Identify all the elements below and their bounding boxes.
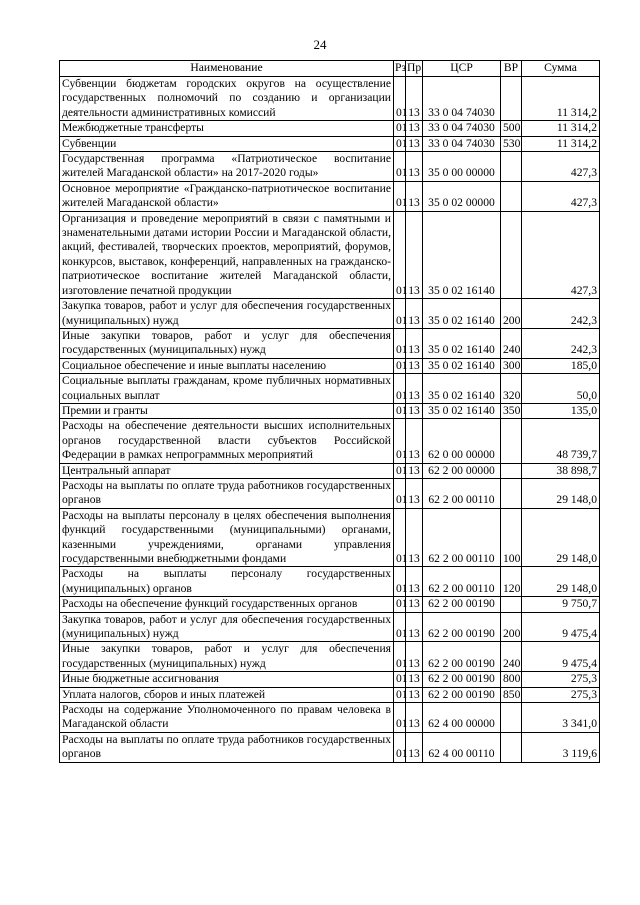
cell-name: Центральный аппарат bbox=[60, 463, 394, 478]
cell-rz: 01 bbox=[394, 358, 406, 373]
table-row bbox=[60, 152, 600, 182]
cell-vr bbox=[501, 732, 522, 762]
cell-sum: 9 750,7 bbox=[522, 597, 600, 612]
cell-pr: 13 bbox=[406, 152, 423, 182]
cell-csr: 62 0 00 00000 bbox=[423, 419, 501, 463]
table-row bbox=[60, 567, 600, 597]
cell-pr: 13 bbox=[406, 374, 423, 404]
cell-vr: 500 bbox=[501, 121, 522, 136]
table-row bbox=[60, 211, 600, 298]
table-row bbox=[60, 328, 600, 358]
cell-rz: 01 bbox=[394, 672, 406, 687]
cell-sum: 50,0 bbox=[522, 374, 600, 404]
cell-pr: 13 bbox=[406, 181, 423, 211]
cell-rz: 01 bbox=[394, 508, 406, 567]
table-row bbox=[60, 358, 600, 373]
cell-csr: 62 4 00 00000 bbox=[423, 703, 501, 733]
cell-sum: 3 119,6 bbox=[522, 732, 600, 762]
cell-vr: 200 bbox=[501, 612, 522, 642]
cell-pr: 13 bbox=[406, 672, 423, 687]
cell-vr: 800 bbox=[501, 672, 522, 687]
cell-vr: 240 bbox=[501, 328, 522, 358]
cell-pr: 13 bbox=[406, 136, 423, 151]
cell-sum: 135,0 bbox=[522, 403, 600, 418]
cell-sum: 11 314,2 bbox=[522, 136, 600, 151]
cell-rz: 01 bbox=[394, 211, 406, 298]
table-row bbox=[60, 597, 600, 612]
cell-pr: 13 bbox=[406, 403, 423, 418]
column-header-rz: Рз bbox=[394, 61, 406, 77]
table-row bbox=[60, 508, 600, 567]
cell-csr: 62 2 00 00190 bbox=[423, 672, 501, 687]
cell-rz: 01 bbox=[394, 597, 406, 612]
cell-rz: 01 bbox=[394, 567, 406, 597]
cell-csr: 35 0 02 16140 bbox=[423, 374, 501, 404]
table-row bbox=[60, 732, 600, 762]
cell-vr: 200 bbox=[501, 299, 522, 329]
cell-pr: 13 bbox=[406, 299, 423, 329]
table-row bbox=[60, 612, 600, 642]
cell-pr: 13 bbox=[406, 121, 423, 136]
cell-name: Социальное обеспечение и иные выплаты населению bbox=[60, 358, 394, 373]
cell-csr: 35 0 02 16140 bbox=[423, 211, 501, 298]
cell-vr bbox=[501, 152, 522, 182]
table-row bbox=[60, 642, 600, 672]
cell-rz: 01 bbox=[394, 77, 406, 121]
cell-vr: 850 bbox=[501, 687, 522, 702]
cell-vr: 320 bbox=[501, 374, 522, 404]
cell-vr: 300 bbox=[501, 358, 522, 373]
cell-sum: 3 341,0 bbox=[522, 703, 600, 733]
cell-csr: 62 4 00 00110 bbox=[423, 732, 501, 762]
table-row bbox=[60, 687, 600, 702]
cell-pr: 13 bbox=[406, 567, 423, 597]
cell-vr: 350 bbox=[501, 403, 522, 418]
cell-name: Расходы на выплаты по оплате труда работников государственных органов bbox=[60, 478, 394, 508]
table-row bbox=[60, 478, 600, 508]
cell-vr: 530 bbox=[501, 136, 522, 151]
page-number: 24 bbox=[313, 37, 327, 52]
cell-rz: 01 bbox=[394, 328, 406, 358]
cell-vr: 120 bbox=[501, 567, 522, 597]
cell-csr: 35 0 02 16140 bbox=[423, 403, 501, 418]
cell-rz: 01 bbox=[394, 478, 406, 508]
cell-name: Закупка товаров, работ и услуг для обеспечения государственных (муниципальных) нужд bbox=[60, 612, 394, 642]
column-header-pr: Пр bbox=[406, 61, 423, 77]
cell-csr: 35 0 02 16140 bbox=[423, 328, 501, 358]
cell-name: Социальные выплаты гражданам, кроме публичных нормативных социальных выплат bbox=[60, 374, 394, 404]
cell-rz: 01 bbox=[394, 374, 406, 404]
cell-name: Расходы на выплаты персоналу в целях обеспечения выполнения функций государственными (муниципальными) органами, казенными учреждениями, органами управления государственными внебюджетными фондами bbox=[60, 508, 394, 567]
cell-name: Межбюджетные трансферты bbox=[60, 121, 394, 136]
cell-sum: 185,0 bbox=[522, 358, 600, 373]
cell-csr: 62 2 00 00110 bbox=[423, 567, 501, 597]
cell-pr: 13 bbox=[406, 211, 423, 298]
cell-rz: 01 bbox=[394, 419, 406, 463]
cell-pr: 13 bbox=[406, 597, 423, 612]
cell-pr: 13 bbox=[406, 642, 423, 672]
cell-name: Субвенции bbox=[60, 136, 394, 151]
table-body bbox=[60, 77, 600, 763]
cell-name: Иные закупки товаров, работ и услуг для обеспечения государственных (муниципальных) нужд bbox=[60, 328, 394, 358]
cell-name: Закупка товаров, работ и услуг для обеспечения государственных (муниципальных) нужд bbox=[60, 299, 394, 329]
cell-name: Расходы на обеспечение функций государственных органов bbox=[60, 597, 394, 612]
cell-rz: 01 bbox=[394, 136, 406, 151]
cell-csr: 62 2 00 00110 bbox=[423, 478, 501, 508]
cell-pr: 13 bbox=[406, 358, 423, 373]
cell-rz: 01 bbox=[394, 732, 406, 762]
cell-vr bbox=[501, 181, 522, 211]
cell-csr: 33 0 04 74030 bbox=[423, 77, 501, 121]
cell-rz: 01 bbox=[394, 703, 406, 733]
cell-pr: 13 bbox=[406, 687, 423, 702]
cell-rz: 01 bbox=[394, 152, 406, 182]
cell-sum: 11 314,2 bbox=[522, 121, 600, 136]
cell-sum: 427,3 bbox=[522, 211, 600, 298]
table-row bbox=[60, 463, 600, 478]
cell-pr: 13 bbox=[406, 478, 423, 508]
table-row bbox=[60, 77, 600, 121]
cell-sum: 242,3 bbox=[522, 299, 600, 329]
cell-name: Государственная программа «Патриотическое воспитание жителей Магаданской области» на 2017-2020 годы» bbox=[60, 152, 394, 182]
cell-vr bbox=[501, 597, 522, 612]
cell-vr bbox=[501, 478, 522, 508]
column-header-csr: ЦСР bbox=[423, 61, 501, 77]
cell-vr bbox=[501, 463, 522, 478]
table-row bbox=[60, 299, 600, 329]
cell-csr: 62 2 00 00190 bbox=[423, 597, 501, 612]
cell-pr: 13 bbox=[406, 508, 423, 567]
cell-csr: 62 2 00 00110 bbox=[423, 508, 501, 567]
table-row bbox=[60, 672, 600, 687]
cell-name: Уплата налогов, сборов и иных платежей bbox=[60, 687, 394, 702]
cell-sum: 29 148,0 bbox=[522, 508, 600, 567]
cell-sum: 29 148,0 bbox=[522, 567, 600, 597]
cell-csr: 62 2 00 00190 bbox=[423, 642, 501, 672]
cell-sum: 38 898,7 bbox=[522, 463, 600, 478]
cell-name: Иные закупки товаров, работ и услуг для обеспечения государственных (муниципальных) нужд bbox=[60, 642, 394, 672]
cell-name: Премии и гранты bbox=[60, 403, 394, 418]
cell-name: Расходы на выплаты по оплате труда работников государственных органов bbox=[60, 732, 394, 762]
cell-csr: 33 0 04 74030 bbox=[423, 136, 501, 151]
table-row bbox=[60, 181, 600, 211]
cell-rz: 01 bbox=[394, 687, 406, 702]
cell-pr: 13 bbox=[406, 328, 423, 358]
cell-sum: 242,3 bbox=[522, 328, 600, 358]
cell-name: Основное мероприятие «Гражданско-патриотическое воспитание жителей Магаданской области» bbox=[60, 181, 394, 211]
cell-csr: 62 2 00 00190 bbox=[423, 687, 501, 702]
cell-name: Расходы на выплаты персоналу государственных (муниципальных) органов bbox=[60, 567, 394, 597]
cell-name: Организация и проведение мероприятий в связи с памятными и знаменательными датами истории России и Магаданской области, акций, фестивалей, творческих проектов, мероприятий, форумов, конкурсов, выставок, конференций, направленных на гражданско-патриотическое воспитание жителей Магаданской области, изготовление печатной продукции bbox=[60, 211, 394, 298]
cell-vr bbox=[501, 419, 522, 463]
cell-pr: 13 bbox=[406, 419, 423, 463]
table-row bbox=[60, 403, 600, 418]
cell-rz: 01 bbox=[394, 403, 406, 418]
cell-sum: 9 475,4 bbox=[522, 612, 600, 642]
column-header-vr: ВР bbox=[501, 61, 522, 77]
cell-rz: 01 bbox=[394, 121, 406, 136]
cell-vr bbox=[501, 703, 522, 733]
cell-rz: 01 bbox=[394, 299, 406, 329]
cell-rz: 01 bbox=[394, 642, 406, 672]
cell-csr: 33 0 04 74030 bbox=[423, 121, 501, 136]
cell-name: Иные бюджетные ассигнования bbox=[60, 672, 394, 687]
table-row bbox=[60, 374, 600, 404]
cell-name: Расходы на содержание Уполномоченного по правам человека в Магаданской области bbox=[60, 703, 394, 733]
table-row bbox=[60, 121, 600, 136]
cell-pr: 13 bbox=[406, 77, 423, 121]
cell-vr bbox=[501, 211, 522, 298]
cell-sum: 48 739,7 bbox=[522, 419, 600, 463]
cell-pr: 13 bbox=[406, 612, 423, 642]
cell-csr: 62 2 00 00190 bbox=[423, 612, 501, 642]
budget-table bbox=[59, 60, 600, 763]
cell-sum: 11 314,2 bbox=[522, 77, 600, 121]
cell-sum: 275,3 bbox=[522, 687, 600, 702]
column-header-name: Наименование bbox=[60, 61, 394, 77]
cell-sum: 427,3 bbox=[522, 181, 600, 211]
cell-name: Расходы на обеспечение деятельности высших исполнительных органов государственной власти субъектов Российской Федерации в рамках непрограммных мероприятий bbox=[60, 419, 394, 463]
cell-vr bbox=[501, 77, 522, 121]
cell-csr: 35 0 02 00000 bbox=[423, 181, 501, 211]
cell-sum: 427,3 bbox=[522, 152, 600, 182]
cell-csr: 35 0 02 16140 bbox=[423, 358, 501, 373]
cell-sum: 275,3 bbox=[522, 672, 600, 687]
table-header-row bbox=[60, 61, 600, 77]
cell-pr: 13 bbox=[406, 732, 423, 762]
table-row bbox=[60, 419, 600, 463]
cell-pr: 13 bbox=[406, 703, 423, 733]
cell-csr: 62 2 00 00000 bbox=[423, 463, 501, 478]
cell-pr: 13 bbox=[406, 463, 423, 478]
table-row bbox=[60, 136, 600, 151]
cell-rz: 01 bbox=[394, 181, 406, 211]
cell-rz: 01 bbox=[394, 463, 406, 478]
cell-sum: 29 148,0 bbox=[522, 478, 600, 508]
cell-sum: 9 475,4 bbox=[522, 642, 600, 672]
cell-name: Субвенции бюджетам городских округов на осуществление государственных полномочий по созданию и организации деятельности административных комиссий bbox=[60, 77, 394, 121]
cell-vr: 100 bbox=[501, 508, 522, 567]
column-header-sum: Сумма bbox=[522, 61, 600, 77]
cell-csr: 35 0 00 00000 bbox=[423, 152, 501, 182]
cell-vr: 240 bbox=[501, 642, 522, 672]
table-row bbox=[60, 703, 600, 733]
cell-rz: 01 bbox=[394, 612, 406, 642]
cell-csr: 35 0 02 16140 bbox=[423, 299, 501, 329]
